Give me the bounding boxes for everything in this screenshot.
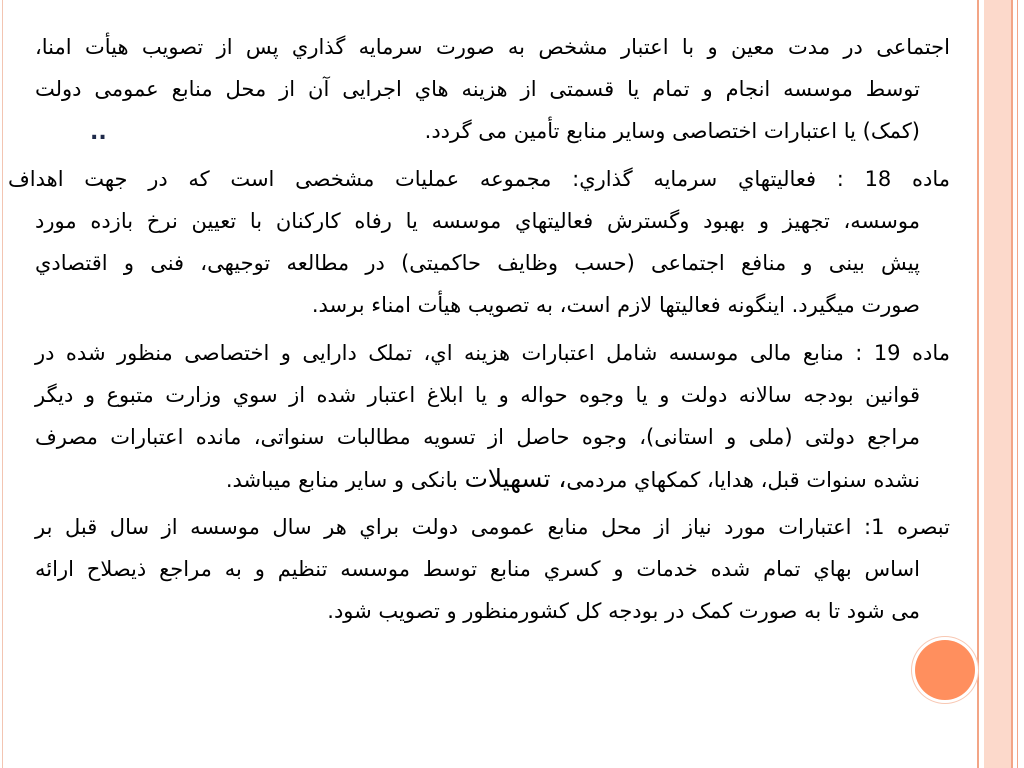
paragraph-line: پیش بینی و منافع اجتماعی (حسب وظايف حاکمیتی) در مطالعه توجیهی، فنی و اقتصادي <box>35 251 920 275</box>
paragraph-line: ماده 19 : منابع مالی موسسه شامل اعتبارات هزينه اي، تملک دارايی و اختصاصی منظور شده در <box>35 341 950 365</box>
paragraph-line: اجتماعی در مدت معین و با اعتبار مشخص به صورت سرمایه گذاري پس از تصويب هیأت امنا، <box>35 35 950 59</box>
slide-body <box>0 26 1024 632</box>
paragraph-article-19 <box>0 332 1024 500</box>
paragraph-1 <box>0 26 1024 152</box>
paragraph-line: توسط موسسه انجام و تمام يا قسمتی از هزینه هاي اجرايی آن از محل منابع عمومی دولت <box>35 77 920 101</box>
paragraph-article-18 <box>0 158 1024 326</box>
paragraph-line: قوانین بودجه سالانه دولت و يا وجوه حواله و يا ابلاغ اعتبار شده از سوي وزارت متبوع و ديگر <box>35 383 920 407</box>
decorative-circle <box>915 640 975 700</box>
paragraph-line: تبصره 1: اعتبارات مورد نیاز از محل منابع عمومی دولت براي هر سال موسسه از سال قبل بر <box>35 515 950 539</box>
emphasized-word: ، تسهیلات <box>464 464 567 493</box>
paragraph-line: صورت میگیرد. اينگونه فعالیتها لازم است، به تصويب هیأت امناء برسد. <box>311 293 920 317</box>
paragraph-line: موسسه، تجهیز و بهبود وگسترش فعالیتهاي موسسه يا رفاه کارکنان با تعیین نرخ بازده مورد <box>35 209 920 233</box>
paragraph-line: ماده 18 : فعالیتهاي سرمايه گذاري: مجموعه عملیات مشخصی است که در جهت اهداف <box>8 167 950 191</box>
paragraph-line: مراجع دولتی (ملی و استانی)، وجوه حاصل از تسويه مطالبات سنواتی، مانده اعتبارات مصرف <box>35 425 920 449</box>
paragraph-note-1 <box>0 506 1024 632</box>
paragraph-line: می شود تا به صورت کمک در بودجه کل کشورمنظور و تصويب شود. <box>327 599 920 623</box>
paragraph-line <box>35 458 920 500</box>
line-segment: نشده سنوات قبل، هدايا، کمکهاي مردمی <box>566 468 920 492</box>
paragraph-line: اساس بهاي تمام شده خدمات و کسري منابع توسط موسسه تنظیم و به مراجع ذيصلاح ارائه <box>35 557 920 581</box>
ellipsis-mark: .. <box>90 120 107 145</box>
paragraph-line: (کمک) يا اعتبارات اختصاصی وساير منابع تأمين می گردد. <box>424 119 920 143</box>
line-segment: بانکی و ساير منابع میباشد. <box>225 468 465 492</box>
